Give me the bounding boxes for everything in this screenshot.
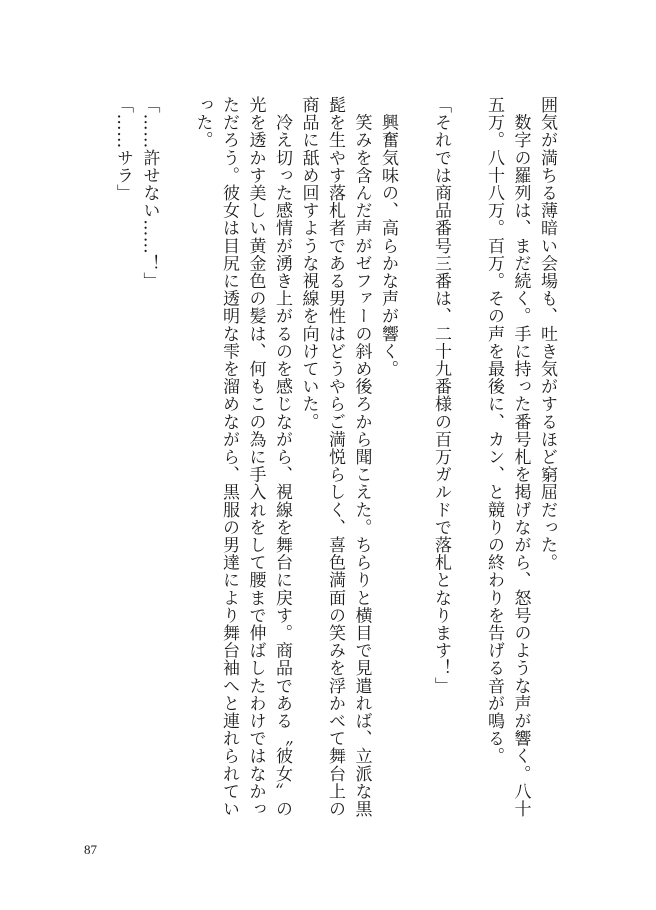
text-line: った。 [192, 96, 213, 149]
text-line: 興奮気味の、高らかな声が響く。 [378, 96, 398, 378]
text-line: 商品に舐め回すような視線を向けていた。 [298, 96, 319, 431]
text-line: 笑みを含んだ声がゼファーの斜め後ろから聞こえた。ちらりと横目で見遣れば、立派な黒 [351, 96, 372, 818]
text-line: ただろう。彼女は目尻に透明な雫を溜めながら、黒服の男達により舞台袖へと連れられてい [219, 96, 239, 818]
text-line: 冷え切った感情が湧き上がるのを感じながら、視線を舞台に戻す。商品である〝彼女〟の [272, 96, 292, 818]
text-line: 髭を生やす落札者である男性はどうやらご満悦らしく、喜色満面の笑みを浮かべて舞台上の [325, 96, 345, 818]
vertical-text-body [110, 96, 561, 818]
blank-line [163, 96, 190, 804]
dialogue-line: 「……許せない……！」 [139, 96, 160, 290]
page-number: 87 [84, 842, 97, 857]
dialogue-line: 「……サラ」 [113, 96, 133, 202]
text-line: 数字の羅列は、まだ続く。手に持った番号札を掲げながら、怒号のような声が響く。八十 [510, 96, 531, 818]
dialogue-line: 「それでは商品番号三番は、二十九番様の百万ガルドで落札となります！」 [431, 96, 451, 695]
text-line: 光を透かす美しい黄金色の髪は、何もこの為に手入れをして腰まで伸ばしたわけではなかっ [245, 96, 266, 818]
blank-line [454, 96, 481, 804]
text-line: 五万。八十八万。百万。その声を最後に、カン、と競りの終わりを告げる音が鳴る。 [484, 96, 504, 765]
text-line: 囲気が満ちる薄暗い会場も、吐き気がするほど窮屈だった。 [537, 96, 557, 572]
blank-line [401, 96, 428, 804]
